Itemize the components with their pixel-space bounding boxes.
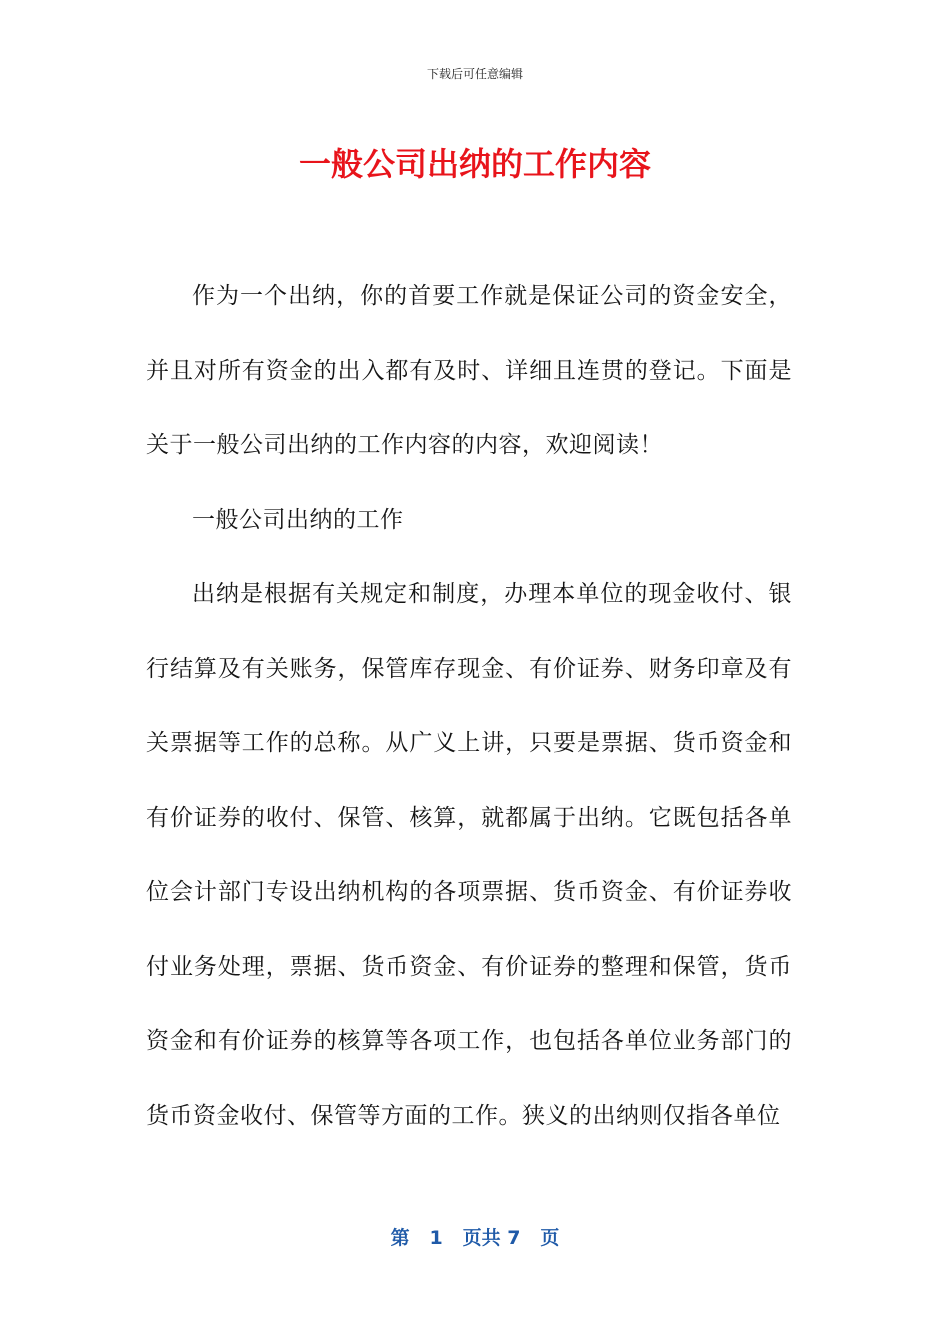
page-footer [0,1224,950,1252]
footer-page-suffix: 页 [540,1227,560,1249]
document-title: 一般公司出纳的工作内容 [298,145,651,183]
footer-page-prefix: 第 [390,1227,410,1249]
paragraph-definition: 出纳是根据有关规定和制度，办理本单位的现金收付、银行结算及有关账务，保管库存现金、有价证券、财务印章及有关票据等工作的总称。从广义上讲，只要是票据、货币资金和有价证券的收付、保管、核算，就都属于出纳。它既包括各单位会计部门专设出纳机构的各项票据、货币资金、有价证券收付业务处理，票据、货币资金、有价证券的整理和保管，货币资金和有价证券的核算等各项工作，也包括各单位业务部门的货币资金收付、保管等方面的工作。狭义的出纳则仅指各单位 [146,581,792,1129]
footer-total-pages: 7 [507,1227,521,1249]
footer-page-middle: 页共 [462,1227,501,1249]
paragraph-intro: 作为一个出纳，你的首要工作就是保证公司的资金安全，并且对所有资金的出入都有及时、详细且连贯的登记。下面是关于一般公司出纳的工作内容的内容，欢迎阅读！ [146,283,792,458]
paragraph-section-heading: 一般公司出纳的工作 [192,506,404,533]
header-note: 下载后可任意编辑 [426,67,523,81]
document-body [146,259,792,1153]
footer-current-page: 1 [429,1227,443,1249]
